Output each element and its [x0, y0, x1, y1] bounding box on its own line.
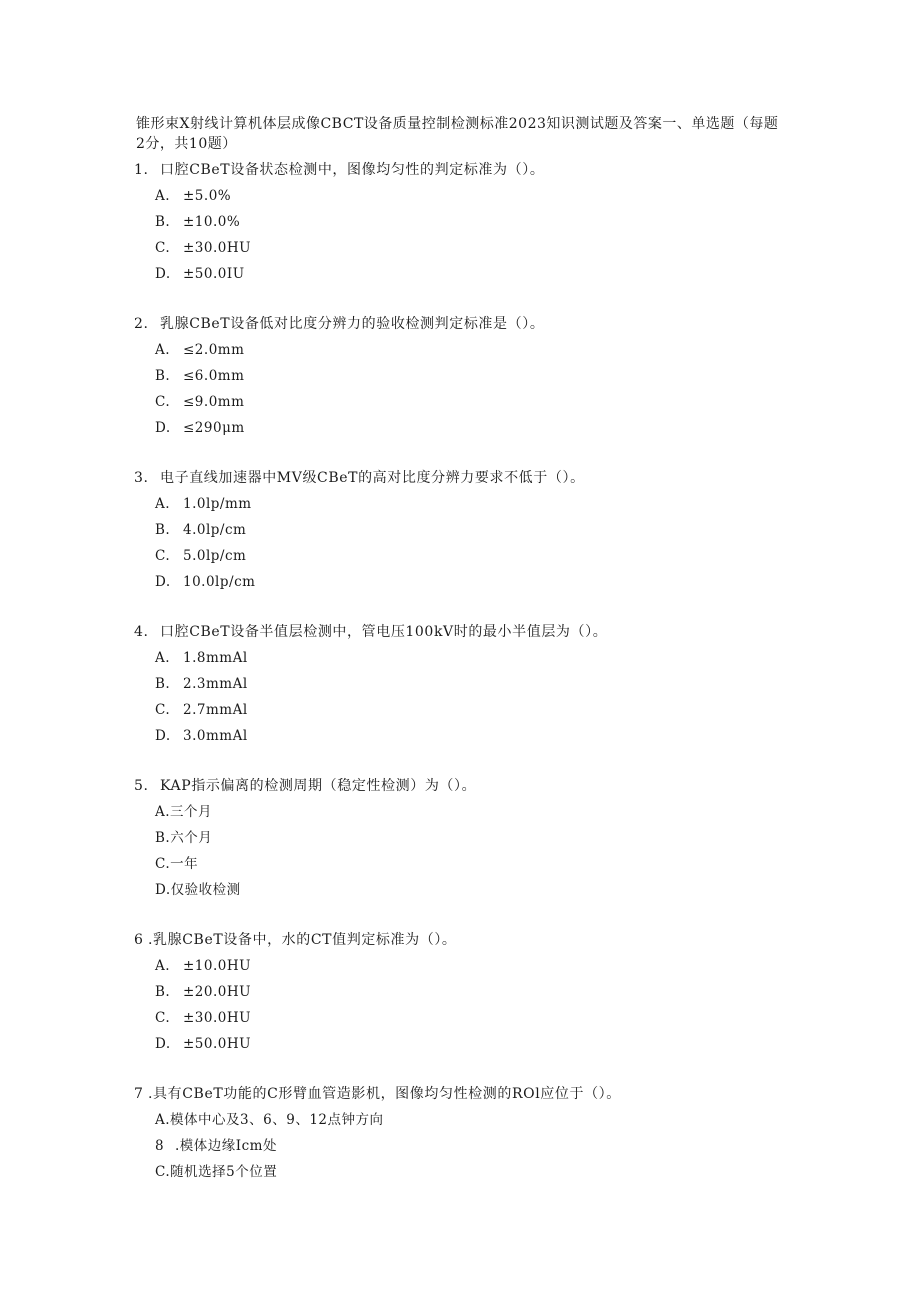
question-number: 5. — [134, 778, 149, 794]
option-text: 三个月 — [170, 804, 213, 820]
question-1 — [134, 160, 814, 287]
option-a — [134, 1107, 814, 1133]
question-7 — [134, 1084, 814, 1185]
option-text: 2.7mmAl — [183, 702, 248, 718]
question-stem: .乳腺CBeT设备中，水的CT值判定标准为（）。 — [148, 932, 457, 948]
option-letter: B. — [155, 676, 171, 692]
option-letter: D. — [155, 266, 171, 282]
option-text: ≤9.0mm — [183, 394, 245, 410]
option-letter: C. — [155, 548, 171, 564]
option-b — [134, 209, 814, 235]
option-letter: A. — [155, 958, 171, 974]
option-c — [134, 543, 814, 569]
option-text: 5.0lp/cm — [183, 548, 247, 564]
option-letter: C. — [155, 240, 171, 256]
option-d — [134, 569, 814, 595]
option-letter: B. — [155, 984, 171, 1000]
option-letter: A. — [155, 650, 171, 666]
option-text: ≤6.0mm — [183, 368, 245, 384]
option-letter: C. — [155, 1010, 171, 1026]
option-letter: D. — [155, 728, 171, 744]
option-text: ±5.0% — [183, 188, 232, 204]
option-text: ±10.0HU — [183, 958, 252, 974]
option-d — [134, 877, 814, 903]
question-text — [134, 930, 814, 950]
option-letter: D. — [155, 1036, 171, 1052]
option-text: ±50.0IU — [183, 266, 245, 282]
option-letter: A. — [155, 804, 171, 820]
option-c — [134, 389, 814, 415]
option-d — [134, 415, 814, 441]
question-number: 2. — [134, 316, 149, 332]
option-c — [134, 851, 814, 877]
option-letter: B. — [155, 368, 171, 384]
document-title: 锥形束X射线计算机体层成像CBCT设备质量控制检测标准2023知识测试题及答案一、单选题（每题2分，共10题） — [136, 116, 779, 152]
question-number: 3. — [134, 470, 149, 486]
option-letter: B. — [155, 830, 171, 846]
option-b — [134, 1133, 814, 1159]
option-letter: C. — [155, 394, 171, 410]
option-letter: B. — [155, 522, 171, 538]
option-b — [134, 825, 814, 851]
option-b — [134, 517, 814, 543]
option-letter: C. — [155, 1164, 171, 1180]
option-letter: A. — [155, 188, 171, 204]
question-text — [134, 160, 814, 180]
option-text: ±10.0% — [183, 214, 241, 230]
question-text — [134, 622, 814, 642]
option-text: 六个月 — [170, 830, 213, 846]
option-text: ±30.0HU — [183, 1010, 252, 1026]
option-a — [134, 645, 814, 671]
option-c — [134, 697, 814, 723]
option-a — [134, 491, 814, 517]
option-b — [134, 979, 814, 1005]
question-stem: KAP指示偏离的检测周期（稳定性检测）为（）。 — [160, 778, 477, 794]
question-stem: 电子直线加速器中MV级CBeT的高对比度分辨力要求不低于（）。 — [160, 470, 585, 486]
question-3 — [134, 468, 814, 595]
option-text: 一年 — [170, 856, 199, 872]
option-text: ±20.0HU — [183, 984, 252, 1000]
option-d — [134, 1031, 814, 1057]
option-letter: C. — [155, 856, 171, 872]
option-text: 随机选择5个位置 — [170, 1164, 278, 1180]
option-letter: D. — [155, 574, 171, 590]
option-text: ≤290μm — [183, 420, 245, 436]
option-d — [134, 261, 814, 287]
option-b — [134, 671, 814, 697]
question-4 — [134, 622, 814, 749]
option-a — [134, 183, 814, 209]
option-letter: C. — [155, 702, 171, 718]
option-text: 3.0mmAl — [183, 728, 248, 744]
option-b — [134, 363, 814, 389]
option-text: 1.0lp/mm — [183, 496, 252, 512]
option-text: 4.0lp/cm — [183, 522, 247, 538]
option-text: 10.0lp/cm — [183, 574, 256, 590]
option-text: .模体边缘Icm处 — [175, 1138, 277, 1154]
option-text: 2.3mmAl — [183, 676, 248, 692]
option-d — [134, 723, 814, 749]
option-letter: A. — [155, 342, 171, 358]
question-text — [134, 776, 814, 796]
option-a — [134, 799, 814, 825]
question-stem: 乳腺CBeT设备低对比度分辨力的验收检测判定标准是（）。 — [160, 316, 545, 332]
option-letter: 8 — [155, 1138, 165, 1154]
option-c — [134, 235, 814, 261]
question-stem: 口腔CBeT设备状态检测中，图像均匀性的判定标准为（）。 — [160, 162, 545, 178]
question-2 — [134, 314, 814, 441]
question-number: 6 — [134, 932, 144, 948]
option-text: 1.8mmAl — [183, 650, 248, 666]
option-letter: D. — [155, 882, 171, 898]
question-stem: .具有CBeT功能的C形臂血管造影机，图像均匀性检测的ROl应位于（）。 — [148, 1086, 621, 1102]
question-number: 1. — [134, 162, 149, 178]
question-text — [134, 468, 814, 488]
option-text: ≤2.0mm — [183, 342, 245, 358]
option-text: ±50.0HU — [183, 1036, 252, 1052]
question-6 — [134, 930, 814, 1057]
option-c — [134, 1159, 814, 1185]
question-text — [134, 1084, 814, 1104]
option-letter: A. — [155, 1112, 171, 1128]
question-number: 7 — [134, 1086, 144, 1102]
question-stem: 口腔CBeT设备半值层检测中，管电压100kV时的最小半值层为（）。 — [160, 624, 608, 640]
option-letter: A. — [155, 496, 171, 512]
question-text — [134, 314, 814, 334]
option-text: 仅验收检测 — [170, 882, 241, 898]
option-letter: B. — [155, 214, 171, 230]
option-a — [134, 953, 814, 979]
option-text: ±30.0HU — [183, 240, 252, 256]
option-a — [134, 337, 814, 363]
option-letter: D. — [155, 420, 171, 436]
option-text: 模体中心及3、6、9、12点钟方向 — [170, 1112, 384, 1128]
question-number: 4. — [134, 624, 149, 640]
option-c — [134, 1005, 814, 1031]
question-5 — [134, 776, 814, 903]
